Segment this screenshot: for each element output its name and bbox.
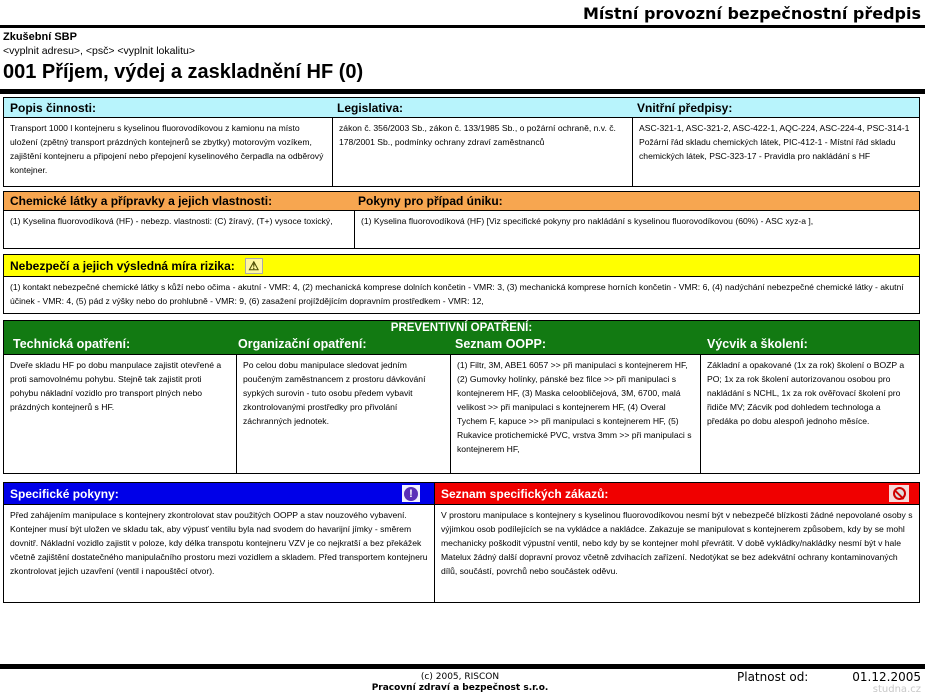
footer-credits — [300, 672, 620, 694]
activity-section — [3, 97, 920, 187]
regulation-title: 001 Příjem, výdej a zaskladnění HF (0) — [3, 61, 364, 83]
ppe-heading: Seznam OOPP: — [455, 337, 546, 351]
specific-instructions-heading: Specifické pokyny: — [10, 486, 119, 501]
chemicals-content — [4, 211, 919, 248]
legislation-heading: Legislativa: — [337, 100, 404, 115]
specific-instructions-section — [3, 482, 435, 603]
exclamation-icon: ! — [402, 485, 420, 502]
organizational-heading: Organizační opatření: — [238, 337, 367, 351]
hazards-text: (1) kontakt nebezpečné chemické látky s kůží nebo očima - akutní - VMR: 4, (2) mechanická komprese dolních končetin - VMR: 3, (3) mechanická komprese horních končetin - VMR: 6, (4) nadýchání nebezpečné chemické látky - akutní účinek - VMR: 4, (5) pád z výšky nebo do prohlubně - VMR: 9, (6) zasažení projíždějícím dopravním prostředkem - VMR: 12, — [10, 282, 904, 306]
preventive-column-headings — [4, 335, 919, 354]
organizational-measures-text: Po celou dobu manipulace sledovat jedním poučeným zaměstnancem z prostoru dávkování sypkých surovin - tuto osobu předem vybavit zkontrolovanými prostředky pro přivolání záchranných jednotek. — [236, 355, 450, 473]
hazards-section — [3, 254, 920, 314]
preventive-content — [4, 355, 919, 473]
preventive-section — [3, 320, 920, 474]
valid-from-label: Platnost od: — [737, 670, 809, 684]
title-rule — [0, 89, 925, 94]
footer-rule — [0, 664, 925, 669]
chemicals-header — [4, 192, 919, 211]
ppe-list-text: (1) Filtr, 3M, ABE1 6057 >> při manipulaci s kontejnerem HF, (2) Gumovky holínky, pánské bez filce >> při manipulaci s kontejnerem HF, (3) Maska celoobličejová, 3M, 6700, malá velikost >> při manipulaci s kontejnerem HF, (4) Overal Tychem F, kapuce >> při manipulaci s kontejnerem HF, (5) Rukavice protichemické PVC, vrstva 3mm >> při manipulaci s kontejnerem HF, — [450, 355, 700, 473]
company-text: Pracovní zdraví a bezpečnost s.r.o. — [371, 683, 549, 693]
prohibitions-text: V prostoru manipulace s kontejnery s kyselinou fluorovodíkovou nesmí být v nebezpečé blízkosti žádné nepovolané osoby s výjimkou osob podílejících se na vykládce a nakládce. Zakazuje se manipulovat s kontejnerem způsobem, kdy by se mohl mechanicky poškodit výpustní ventil, nebo kdy by se kontejner mohl převrátit. V době vykládky/nakládky nesmí být v hale Matelux žádný další dopravní provoz včetně zdvihacích zařízení. Nedotýkat se bez adekvátní ochrany kontaminovaných dílů, součástí, povrchů nebo součástek oděvu. — [441, 510, 913, 576]
copyright-text: (c) 2005, RISCON — [420, 672, 500, 682]
technical-measures-text: Dveře skladu HF po dobu manpulace zajistit otevřené a proti samovolnému pohybu. Stejně tak zajistit proti pohybu nákladní vozidlo pro transport plných nebo prázdných kontejnerů s HF. — [10, 360, 222, 412]
chemicals-heading: Chemické látky a přípravky a jejich vlastnosti: — [10, 194, 273, 208]
valid-from-date: 01.12.2005 — [852, 670, 921, 684]
watermark: studna.cz — [872, 684, 921, 695]
warning-triangle-icon: ⚠ — [245, 258, 263, 274]
hazards-content — [4, 277, 919, 313]
organization-name: Zkušební SBP — [3, 31, 77, 43]
prohibitions-header — [435, 483, 919, 505]
chemicals-section — [3, 191, 920, 249]
organization-address: <vyplnit adresu>, <psč> <vyplnit lokalitu> — [3, 45, 196, 57]
activity-header — [4, 98, 919, 118]
specific-instructions-header — [4, 483, 434, 505]
activity-content — [4, 118, 919, 186]
top-rule — [0, 25, 925, 28]
no-entry-icon — [889, 485, 909, 502]
document-type-title: Místní provozní bezpečnostní předpis — [582, 4, 921, 23]
preventive-title: PREVENTIVNÍ OPATŘENÍ: — [390, 322, 533, 334]
training-heading: Výcvik a školení: — [707, 337, 808, 351]
prohibitions-section — [434, 482, 920, 603]
hazards-heading: Nebezpečí a jejich výsledná míra rizika: — [10, 258, 235, 273]
technical-heading: Technická opatření: — [13, 337, 131, 351]
preventive-header — [4, 321, 919, 355]
training-text: Základní a opakované (1x za rok) školení o BOZP a PO; 1x za rok školení autorizovanou osobou pro nakládání s NCHL, 1x za rok ověřovací školení pro řidiče MV; Zácvik pod dohledem technologa a předáka po dobu alespoň jednoho měsíce. — [700, 355, 919, 473]
internal-rules-heading: Vnitřní předpisy: — [637, 100, 733, 115]
substances-text: (1) Kyselina fluorovodíková (HF) - nebezp. vlastnosti: (C) žíravý, (T+) vysoce toxický, — [10, 216, 333, 226]
internal-rules-text: ASC-321-1, ASC-321-2, ASC-422-1, AQC-224, ASC-224-4, PSC-314-1 Požární řád skladu chemických látek, PIC-412-1 - Místní řád skladu chemických látek, PSC-323-17 - Pravidla pro nakládání s HF — [632, 118, 919, 186]
prohibitions-heading: Seznam specifických zákazů: — [441, 486, 609, 501]
hazards-header — [4, 255, 919, 277]
specific-instructions-text: Před zahájením manipulace s kontejnery zkontrolovat stav použitých OOPP a stav nouzového vybavení. Kontejner musí být uložen ve skladu tak, aby výpusť ventilu byla nad svodem do havarijní jímky - směrem dovnitř. Nákladní vozidlo zajistit v poloze, kdy délka transpotu kontejneru VZV je co nejkratší a bez překážek včetně zajištění dostatečného manipulačního prostoru mezi vozidlem a skladem. Před transportem kontejneru zkontrolovat jejich uzavření (ventil i napouštěcí otvor). — [10, 510, 428, 576]
legislation-text: zákon č. 356/2003 Sb., zákon č. 133/1985 Sb., o požární ochraně, n.v. č. 178/2001 Sb., podmínky ochrany zdraví zaměstnanců — [332, 118, 632, 186]
activity-description: Transport 1000 l kontejneru s kyselinou fluorovodíkovou z kamionu na místo uložení (zpětný transport prázdných kontejnerů se zbytky) motorovým vozíkem, zajištění kontejneru a připojení nebo přepojení kyselinového čerpadla na odběrový kontejner. — [10, 123, 324, 175]
leak-heading: Pokyny pro případ úniku: — [358, 194, 503, 208]
description-heading: Popis činnosti: — [10, 100, 97, 115]
leak-instructions-text: (1) Kyselina fluorovodíková (HF) [Viz specifické pokyny pro nakládání s kyselinou fluorovodíkovou (60%) - ASC xyz-a ], — [354, 211, 919, 248]
